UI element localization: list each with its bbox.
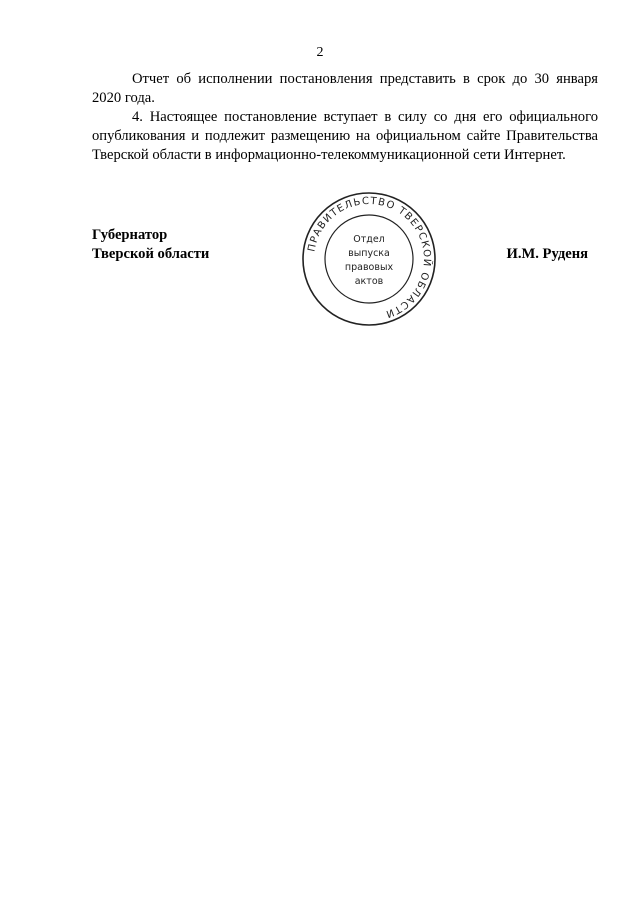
seal-center-line-2: выпуска [348,248,390,259]
signer-name: И.М. Руденя [506,246,588,262]
seal-outer-ring [303,193,435,325]
seal-center-line-3: правовых [344,262,394,273]
seal-center-line-1: Отдел [353,234,385,245]
seal-ring-text: ПРАВИТЕЛЬСТВО ТВЕРСКОЙ ОБЛАСТИ [306,195,433,320]
seal-center-line-4: актов [354,276,384,287]
signer-position-line1: Губернатор [92,227,168,243]
page-number: 2 [316,45,324,60]
document-body [92,70,598,165]
seal-inner-ring [325,215,413,303]
signature-block [92,226,209,264]
signer-position-line2: Тверской области [92,246,210,262]
official-seal-stamp [300,190,438,328]
paragraph-report-deadline: Отчет об исполнении постановления представить в срок до 30 января 2020 года. [92,71,598,106]
paragraph-effective-date: 4. Настоящее постановление вступает в силу со дня его официального опубликования и подлежит размещению на официальном сайте Правительства Тверской области в информационно-телекоммуникационной сети Интернет. [92,109,598,163]
